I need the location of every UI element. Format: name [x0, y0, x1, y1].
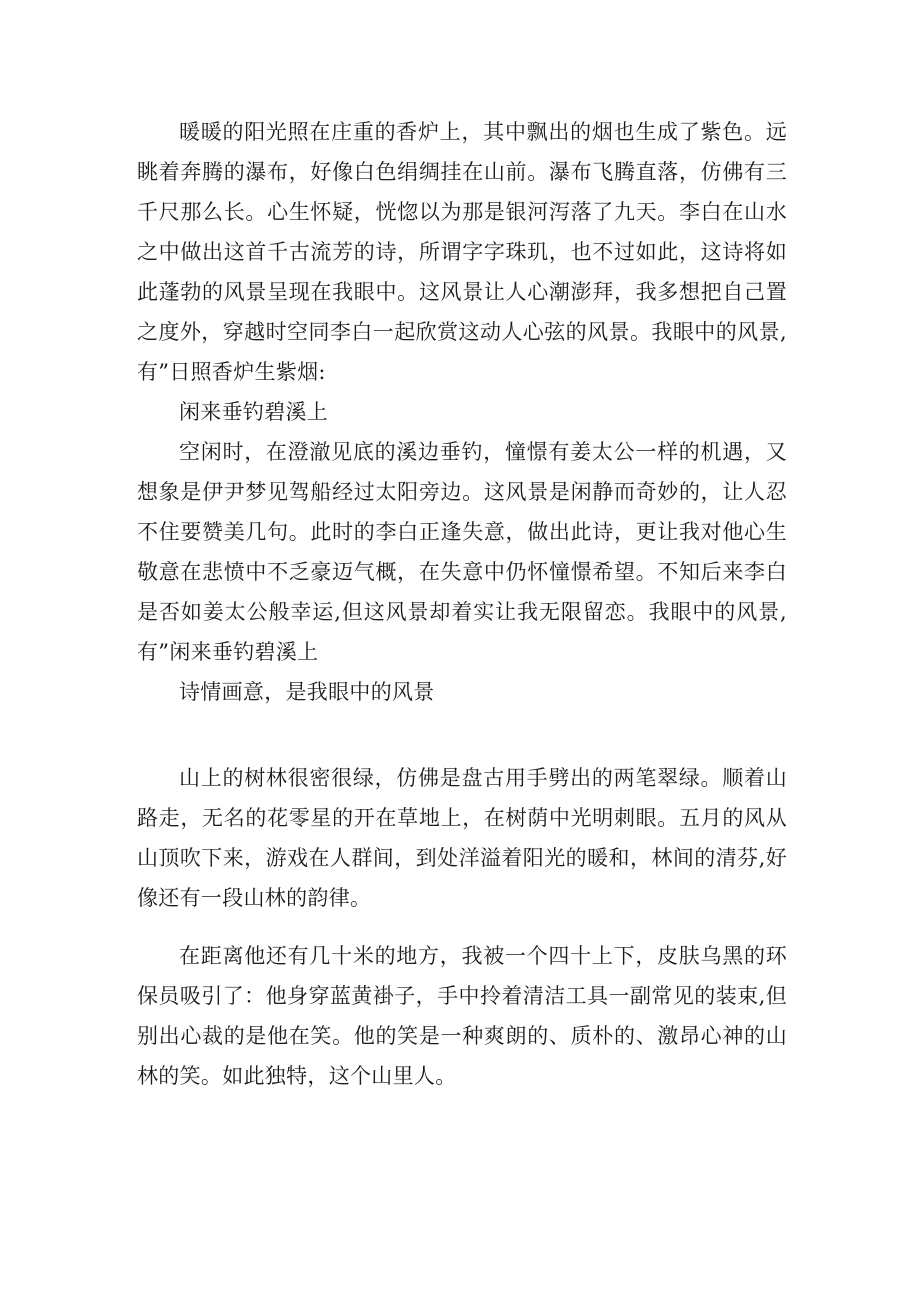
paragraph-1: 暖暖的阳光照在庄重的香炉上，其中飘出的烟也生成了紫色。远眺着奔腾的瀑布，好像白色绢绸挂在山前。瀑布飞腾直落，仿佛有三千尺那么长。心生怀疑，恍惚以为那是银河泻落了九天。李白在山水之中做出这首千古流芳的诗，所谓字字珠玑，也不过如此，这诗将如此蓬勃的风景呈现在我眼中。这风景让人心潮澎拜，我多想把自己置之度外，穿越时空同李白一起欣赏这动人心弦的风景。我眼中的风景,有”日照香炉生紫烟: — [137, 120, 787, 384]
paragraph-6: 在距离他还有几十米的地方，我被一个四十上下，皮肤乌黑的环保员吸引了：他身穿蓝黄褂子，手中拎着清洁工具一副常见的装束,但别出心裁的是他在笑。他的笑是一种爽朗的、质朴的、激昂心神的山林的笑。如此独特，这个山里人。 — [137, 944, 787, 1088]
paragraph-5: 山上的树林很密很绿，仿佛是盘古用手劈出的两笔翠绿。顺着山路走，无名的花零星的开在草地上，在树荫中光明刺眼。五月的风从山顶吹下来，游戏在人群间，到处洋溢着阳光的暖和，林间的清芬,好像还有一段山林的韵律。 — [137, 766, 787, 910]
paragraph-3: 空闲时，在澄澈见底的溪边垂钓，憧憬有姜太公一样的机遇，又想象是伊尹梦见驾船经过太阳旁边。这风景是闲静而奇妙的，让人忍不住要赞美几句。此时的李白正逢失意，做出此诗，更让我对他心生敬意在悲愤中不乏豪迈气概，在失意中仍怀憧憬希望。不知后来李白是否如姜太公般幸运,但这风景却着实让我无限留恋。我眼中的风景,有”闲来垂钓碧溪上 — [137, 440, 787, 664]
section-title: 诗情画意，是我眼中的风景 — [179, 680, 435, 704]
poem-line-heading: 闲来垂钓碧溪上 — [179, 400, 329, 424]
document-page — [137, 112, 787, 1096]
